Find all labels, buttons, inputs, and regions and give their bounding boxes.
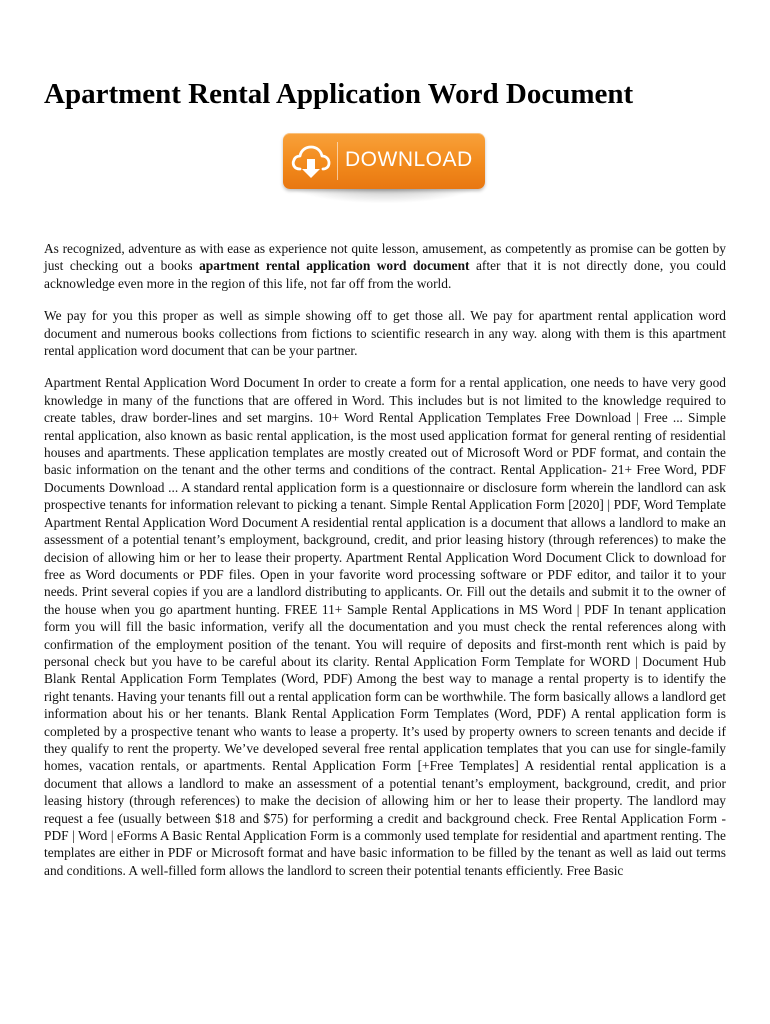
paragraph-intro-before: As recognized, adventure as with ease as experience not quite lesson, amusement, as competently as promise can be gotten by just checking out a books [44, 241, 726, 274]
download-area [283, 133, 485, 191]
download-button[interactable] [283, 133, 485, 189]
paragraph-intro-bold: apartment rental application word document [199, 258, 470, 274]
download-button-label: DOWNLOAD [345, 148, 473, 171]
paragraph-second: We pay for you this proper as well as simple showing off to get those all. We pay for apartment rental application word document and numerous books collections from fictions to scientific research in any way. along with them is this apartment rental application word document that can be your partner. [44, 308, 726, 359]
paragraph-main: Apartment Rental Application Word Document In order to create a form for a rental application, one needs to have very good knowledge in many of the functions that are offered in Word. This includes but is not limited to the knowledge required to create tables, draw border-lines and set margins. 10+ Word Rental Application Templates Free Download | Free ... Simple rental application, also known as basic rental application, is the most used application format for general renting of residential houses and apartments. These application templates are mostly created out of Microsoft Word or PDF format, and contain the basic information on the tenant and the other terms and conditions of the contract. Rental Application- 21+ Free Word, PDF Documents Download ... A standard rental application form is a questionnaire or disclosure form wherein the landlord can ask prospective tenants for information relevant to picking a tenant. Simple Rental Application Form [2020] | PDF, Word Template Apartment Rental Application Word Document A residential rental application is a document that allows a landlord to make an assessment of a potential tenant’s employment, background, credit, and prior leasing history (through references) to make the decision of allowing him or her to lease their property. Apartment Rental Application Word Document Click to download for free as Word documents or PDF files. Open in your favorite word processing software or PDF editor, and tailor it to your needs. Print several copies if you are a landlord distributing to applicants. Or. Fill out the details and submit it to the owner of the house when you go apartment hunting. FREE 11+ Sample Rental Applications in MS Word | PDF In tenant application form you will fill the basic information, verify all the documentation and you must check the rental references along with confirmation of the employment position of the tenant. You will require of deposits and first-month rent which is paid by personal check but you have to be careful about its clarity. Rental Application Form Template for WORD | Document Hub Blank Rental Application Form Templates (Word, PDF) Among the best way to manage a rental property is to identify the right tenants. Having your tenants fill out a rental application form can be worthwhile. The form basically allows a landlord get information about his or her tenants. Blank Rental Application Form Templates (Word, PDF) A rental application form is completed by a prospective tenant who wants to lease a property. It’s used by property owners to screen tenants and decide if they qualify to rent the property. We’ve developed several free rental application templates that you can use for single-family homes, vacation rentals, or apartments. Rental Application Form [+Free Templates] A residential rental application is a document that allows a landlord to make an assessment of a potential tenant’s employment, background, credit, and prior leasing history (through references) to make the decision of allowing him or her to lease their property. The landlord may request a fee (usually between $18 and $75) for performing a credit and background check. Free Rental Application Form - PDF | Word | eForms A Basic Rental Application Form is a commonly used template for residential and apartment renting. The templates are either in PDF or Microsoft format and have basic information to be filled by the tenant as well as laid out terms and conditions. A well-filled form allows the landlord to screen their potential tenants efficiently. Free Basic [44, 375, 726, 878]
download-button-divider [337, 142, 338, 180]
cloud-download-icon [289, 139, 333, 183]
paragraph-intro [44, 240, 726, 292]
document-body [44, 240, 726, 894]
document-title: Apartment Rental Application Word Document [44, 78, 634, 110]
paragraph-intro-after: after that it is not directly done, you could acknowledge even more in the region of this life, not far off from the world. [44, 258, 726, 291]
